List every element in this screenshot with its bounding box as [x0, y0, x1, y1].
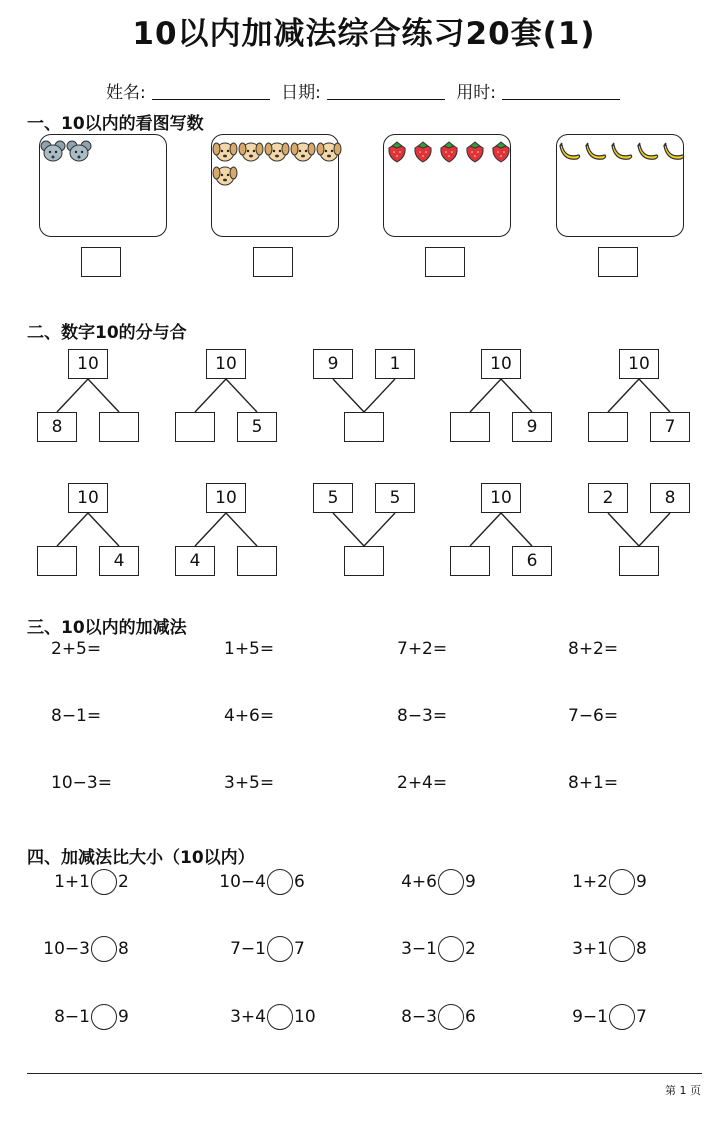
comparison-left: 1+2 [572, 872, 608, 892]
comparison-right: 2 [465, 939, 476, 959]
comparison-left: 9−1 [572, 1007, 608, 1027]
strawberry-icon [436, 139, 462, 163]
banana-icon [557, 139, 583, 163]
section-1-heading: 一、10以内的看图写数 [27, 114, 204, 134]
picture-card [211, 134, 339, 237]
comparison-right: 7 [636, 1007, 647, 1027]
bond-line [364, 379, 395, 412]
worksheet-title: 10以内加减法综合练习20套(1) [132, 16, 596, 52]
comparison-problem [572, 869, 647, 895]
info-row [106, 78, 626, 103]
time-field[interactable] [502, 83, 620, 100]
bond-part-box: 7 [650, 412, 690, 442]
section-4-heading: 四、加减法比大小（10以内） [27, 848, 255, 868]
section-3-heading: 三、10以内的加减法 [27, 618, 187, 638]
bond-line [501, 379, 532, 412]
bond-part-box[interactable] [450, 412, 490, 442]
comparison-problem [572, 936, 647, 962]
comparison-left: 3+4 [230, 1007, 266, 1027]
comparison-circle[interactable] [438, 1004, 464, 1030]
comparison-left: 10−4 [219, 872, 266, 892]
arithmetic-problem: 3+5= [224, 773, 275, 793]
arithmetic-problem: 10−3= [51, 773, 112, 793]
arithmetic-problem: 8+2= [568, 639, 619, 659]
answer-box[interactable] [598, 247, 638, 277]
bond-whole-box: 10 [206, 349, 246, 379]
bond-part-box: 9 [512, 412, 552, 442]
comparison-circle[interactable] [609, 869, 635, 895]
bond-part-box: 5 [237, 412, 277, 442]
picture-card-icons [384, 139, 514, 163]
bond-line [195, 379, 226, 412]
comparison-left: 8−3 [401, 1007, 437, 1027]
bond-line [226, 513, 257, 546]
comparison-right: 9 [118, 1007, 129, 1027]
bond-whole-box: 10 [619, 349, 659, 379]
comparison-right: 6 [294, 872, 305, 892]
comparison-problem [219, 869, 305, 895]
bond-part-box: 6 [512, 546, 552, 576]
bond-part-box: 4 [175, 546, 215, 576]
bond-line [88, 513, 119, 546]
picture-card-icons [40, 139, 170, 163]
bond-line [608, 379, 639, 412]
comparison-problem [401, 1004, 476, 1030]
bond-line [470, 379, 501, 412]
dog-icon [264, 139, 290, 163]
bond-line [639, 379, 670, 412]
bond-line [333, 379, 364, 412]
mouse-icon [66, 139, 92, 163]
dog-icon [212, 163, 238, 187]
strawberry-icon [488, 139, 514, 163]
picture-card-icons [212, 139, 342, 187]
bond-line [608, 513, 639, 546]
bond-whole-box[interactable] [619, 546, 659, 576]
bond-part-box[interactable] [37, 546, 77, 576]
bond-part-box[interactable] [99, 412, 139, 442]
comparison-left: 10−3 [43, 939, 90, 959]
bond-part-box: 9 [313, 349, 353, 379]
strawberry-icon [410, 139, 436, 163]
comparison-circle[interactable] [438, 936, 464, 962]
comparison-left: 3+1 [572, 939, 608, 959]
comparison-problem [401, 869, 476, 895]
bond-whole-box: 10 [481, 349, 521, 379]
name-field[interactable] [152, 83, 270, 100]
bond-line [333, 513, 364, 546]
banana-icon [583, 139, 609, 163]
bond-line [470, 513, 501, 546]
answer-box[interactable] [253, 247, 293, 277]
comparison-left: 7−1 [230, 939, 266, 959]
comparison-circle[interactable] [609, 936, 635, 962]
bond-line [88, 379, 119, 412]
picture-card [383, 134, 511, 237]
comparison-circle[interactable] [91, 1004, 117, 1030]
time-label: 用时: [456, 83, 497, 103]
comparison-problem [230, 936, 305, 962]
picture-card [556, 134, 684, 237]
arithmetic-problem: 8+1= [568, 773, 619, 793]
comparison-left: 4+6 [401, 872, 437, 892]
strawberry-icon [462, 139, 488, 163]
footer-divider [27, 1073, 702, 1074]
comparison-problem [572, 1004, 647, 1030]
comparison-circle[interactable] [609, 1004, 635, 1030]
strawberry-icon [384, 139, 410, 163]
picture-card [39, 134, 167, 237]
bond-part-box: 8 [650, 483, 690, 513]
arithmetic-problem: 7−6= [568, 706, 619, 726]
mouse-icon [40, 139, 66, 163]
picture-card-icons [557, 139, 687, 163]
dog-icon [316, 139, 342, 163]
banana-icon [609, 139, 635, 163]
bond-whole-box[interactable] [344, 412, 384, 442]
banana-icon [635, 139, 661, 163]
bond-part-box[interactable] [588, 412, 628, 442]
comparison-circle[interactable] [267, 869, 293, 895]
dog-icon [290, 139, 316, 163]
date-field[interactable] [327, 83, 445, 100]
bond-line [639, 513, 670, 546]
comparison-circle[interactable] [91, 936, 117, 962]
section-2-heading: 二、数字10的分与合 [27, 323, 187, 343]
comparison-problem [230, 1004, 316, 1030]
comparison-problem [54, 1004, 129, 1030]
dog-icon [238, 139, 264, 163]
bond-line [364, 513, 395, 546]
bond-whole-box: 10 [206, 483, 246, 513]
bond-line [501, 513, 532, 546]
arithmetic-problem: 2+4= [397, 773, 448, 793]
comparison-right: 6 [465, 1007, 476, 1027]
bond-line [57, 379, 88, 412]
arithmetic-problem: 1+5= [224, 639, 275, 659]
arithmetic-problem: 2+5= [51, 639, 102, 659]
comparison-circle[interactable] [438, 869, 464, 895]
arithmetic-problem: 8−3= [397, 706, 448, 726]
bond-whole-box: 10 [68, 349, 108, 379]
bond-part-box[interactable] [450, 546, 490, 576]
comparison-right: 10 [294, 1007, 316, 1027]
comparison-left: 3−1 [401, 939, 437, 959]
bond-line [226, 379, 257, 412]
arithmetic-problem: 8−1= [51, 706, 102, 726]
bond-part-box[interactable] [237, 546, 277, 576]
bond-part-box: 8 [37, 412, 77, 442]
comparison-right: 9 [636, 872, 647, 892]
bond-whole-box: 10 [68, 483, 108, 513]
arithmetic-problem: 4+6= [224, 706, 275, 726]
comparison-circle[interactable] [267, 936, 293, 962]
comparison-right: 7 [294, 939, 305, 959]
name-label: 姓名: [106, 83, 146, 103]
comparison-problem [54, 869, 129, 895]
bond-part-box: 2 [588, 483, 628, 513]
banana-icon [661, 139, 687, 163]
bond-part-box: 5 [375, 483, 415, 513]
bond-part-box: 4 [99, 546, 139, 576]
bond-part-box: 5 [313, 483, 353, 513]
comparison-left: 1+1 [54, 872, 90, 892]
bond-line [57, 513, 88, 546]
comparison-left: 8−1 [54, 1007, 90, 1027]
page-number: 第 1 页 [665, 1084, 701, 1097]
answer-box[interactable] [425, 247, 465, 277]
comparison-problem [401, 936, 476, 962]
answer-box[interactable] [81, 247, 121, 277]
bond-whole-box[interactable] [344, 546, 384, 576]
comparison-right: 9 [465, 872, 476, 892]
bond-whole-box: 10 [481, 483, 521, 513]
arithmetic-problem: 7+2= [397, 639, 448, 659]
comparison-circle[interactable] [91, 869, 117, 895]
bond-part-box[interactable] [175, 412, 215, 442]
comparison-right: 2 [118, 872, 129, 892]
comparison-problem [43, 936, 129, 962]
comparison-circle[interactable] [267, 1004, 293, 1030]
dog-icon [212, 139, 238, 163]
comparison-right: 8 [118, 939, 129, 959]
comparison-right: 8 [636, 939, 647, 959]
date-label: 日期: [281, 83, 321, 103]
bond-part-box: 1 [375, 349, 415, 379]
bond-line [195, 513, 226, 546]
